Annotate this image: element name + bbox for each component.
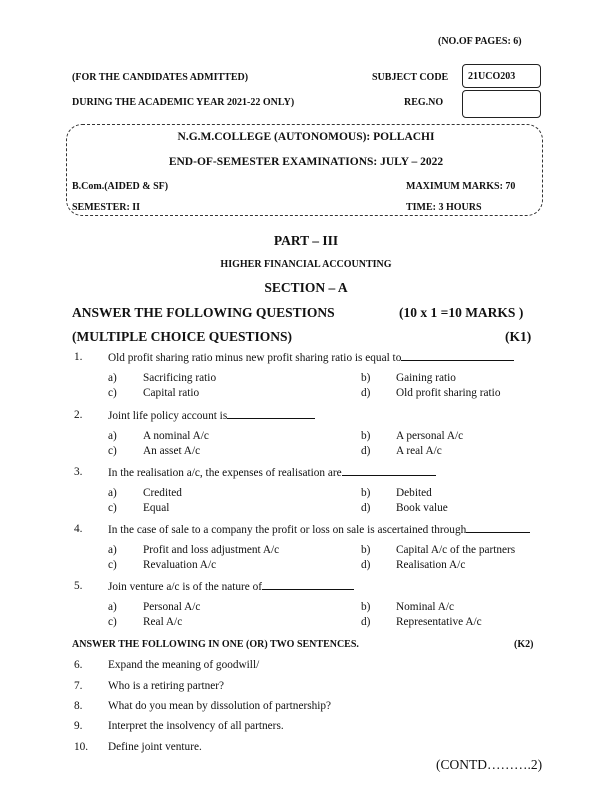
candidates-admitted-line2: DURING THE ACADEMIC YEAR 2021-22 ONLY) — [72, 97, 295, 108]
option-text: Realisation A/c — [396, 559, 466, 571]
option-label: d) — [361, 445, 371, 457]
option-label: b) — [361, 430, 371, 442]
college-name: N.G.M.COLLEGE (AUTONOMOUS): POLLACHI — [177, 131, 435, 143]
question-text: Interpret the insolvency of all partners. — [108, 720, 284, 732]
question-number: 6. — [74, 659, 83, 671]
option-label: a) — [108, 601, 117, 613]
option-text: Representative A/c — [396, 616, 482, 628]
subject-title: HIGHER FINANCIAL ACCOUNTING — [220, 259, 392, 270]
reg-no-field[interactable] — [462, 90, 541, 118]
subject-code-value: 21UCO203 — [468, 71, 516, 82]
option-label: c) — [108, 445, 117, 457]
option-label: c) — [108, 387, 117, 399]
question-text — [108, 351, 514, 364]
part-title: PART – III — [273, 233, 339, 248]
question-text — [108, 466, 436, 479]
option-label: b) — [361, 601, 371, 613]
option-label: c) — [108, 559, 117, 571]
option-text: Nominal A/c — [396, 601, 455, 613]
option-text: Real A/c — [143, 616, 183, 628]
option-text: Book value — [396, 502, 448, 514]
time-allowed: TIME: 3 HOURS — [406, 202, 482, 213]
option-label: d) — [361, 616, 371, 628]
answer-blank — [466, 523, 530, 533]
option-text: Profit and loss adjustment A/c — [143, 544, 280, 556]
option-text: A real A/c — [396, 445, 442, 457]
answer-blank — [262, 580, 354, 590]
candidates-admitted-line1: (FOR THE CANDIDATES ADMITTED) — [72, 72, 249, 83]
option-label: b) — [361, 544, 371, 556]
programme: B.Com.(AIDED & SF) — [72, 181, 169, 192]
short-answer-heading: ANSWER THE FOLLOWING IN ONE (OR) TWO SENTENCES. — [72, 639, 359, 650]
question-text: Expand the meaning of goodwill/ — [108, 659, 260, 671]
question-number: 7. — [74, 680, 83, 692]
option-text: Capital A/c of the partners — [396, 544, 516, 556]
mcq-heading: (MULTIPLE CHOICE QUESTIONS) — [72, 329, 293, 344]
question-text: What do you mean by dissolution of partnership? — [108, 700, 332, 712]
option-label: b) — [361, 487, 371, 499]
question-text: Define joint venture. — [108, 741, 202, 753]
subject-code-box — [462, 64, 541, 88]
question-number: 8. — [74, 700, 83, 712]
question-text — [108, 580, 354, 593]
question-text: Who is a retiring partner? — [108, 680, 225, 692]
question-number: 10. — [74, 741, 89, 753]
answer-blank — [342, 466, 436, 476]
option-label: d) — [361, 387, 371, 399]
k1-level: (K1) — [505, 329, 532, 344]
no-of-pages: (NO.OF PAGES: 6) — [438, 36, 522, 47]
exam-title: END-OF-SEMESTER EXAMINATIONS: JULY – 2022 — [168, 156, 444, 168]
option-label: a) — [108, 487, 117, 499]
option-text: Old profit sharing ratio — [396, 387, 501, 399]
option-text: Debited — [396, 487, 432, 499]
question-text-content: Joint life policy account is — [108, 410, 228, 422]
option-text: Revaluation A/c — [143, 559, 217, 571]
question-number: 9. — [74, 720, 83, 732]
maximum-marks: MAXIMUM MARKS: 70 — [406, 181, 516, 192]
option-label: a) — [108, 430, 117, 442]
option-label: d) — [361, 559, 371, 571]
option-text: Credited — [143, 487, 182, 499]
option-text: Capital ratio — [143, 387, 200, 399]
question-number: 3. — [74, 466, 83, 478]
question-text-content: Old profit sharing ratio minus new profit sharing ratio is equal to — [108, 352, 402, 364]
semester: SEMESTER: II — [72, 202, 141, 213]
question-text-content: In the realisation a/c, the expenses of realisation are — [108, 467, 342, 479]
answer-blank — [401, 351, 514, 361]
question-text-content: In the case of sale to a company the profit or loss on sale is ascertained through — [108, 524, 467, 536]
continued-note: (CONTD……….2) — [436, 757, 543, 772]
option-text: An asset A/c — [143, 445, 201, 457]
option-label: a) — [108, 372, 117, 384]
option-text: A personal A/c — [396, 430, 464, 442]
question-number: 4. — [74, 523, 83, 535]
marks-allocation: (10 x 1 =10 MARKS ) — [399, 305, 524, 320]
option-label: b) — [361, 372, 371, 384]
option-label: c) — [108, 502, 117, 514]
k2-level: (K2) — [514, 639, 534, 650]
option-label: a) — [108, 544, 117, 556]
option-label: c) — [108, 616, 117, 628]
question-number: 5. — [74, 580, 83, 592]
answer-blank — [227, 409, 315, 419]
option-text: Gaining ratio — [396, 372, 456, 384]
option-text: Equal — [143, 502, 170, 514]
question-text — [108, 409, 315, 422]
option-label: d) — [361, 502, 371, 514]
answer-following-heading: ANSWER THE FOLLOWING QUESTIONS — [72, 305, 335, 320]
reg-no-label: REG.NO — [404, 97, 444, 108]
question-number: 2. — [74, 409, 83, 421]
question-text — [108, 523, 530, 536]
question-text-content: Join venture a/c is of the nature of — [108, 581, 263, 593]
subject-code-label: SUBJECT CODE — [372, 72, 449, 83]
option-text: A nominal A/c — [143, 430, 209, 442]
section-title: SECTION – A — [264, 280, 348, 295]
option-text: Personal A/c — [143, 601, 201, 613]
option-text: Sacrificing ratio — [143, 372, 217, 384]
question-number: 1. — [74, 351, 83, 363]
